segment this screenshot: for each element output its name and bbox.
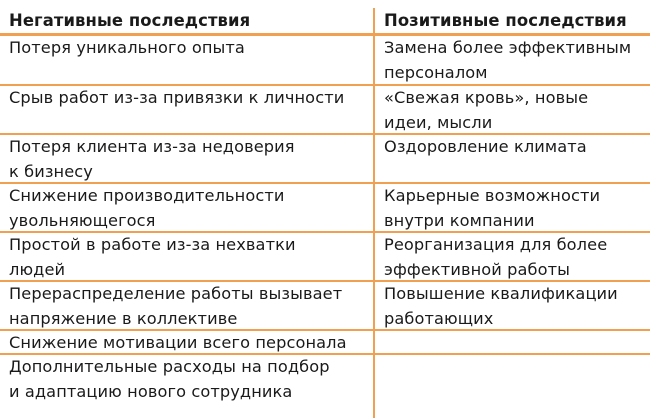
cell-positive: Замена более эффективным персоналом [384, 38, 632, 82]
table-row [0, 233, 650, 282]
cell-negative: Потеря клиента из-за недоверия к бизнесу [9, 137, 295, 181]
cell-negative: Снижение мотивации всего персонала [9, 333, 347, 352]
cell-negative: Потеря уникального опыта [9, 38, 245, 57]
cell-positive: Карьерные возможности внутри компании [384, 186, 601, 230]
header-positive: Позитивные последствия [384, 11, 627, 30]
cell-negative: Перераспределение работы вызывает напряжение в коллективе [9, 284, 343, 328]
header-negative: Негативные последствия [9, 11, 251, 30]
cell-negative: Срыв работ из-за привязки к личности [9, 88, 345, 107]
cell-negative: Дополнительные расходы на подбор и адаптацию нового сотрудника [9, 357, 330, 401]
table-row [0, 331, 650, 355]
cell-positive: Оздоровление климата [384, 137, 587, 156]
cell-negative: Простой в работе из-за нехватки людей [9, 235, 296, 279]
table-row [0, 135, 650, 184]
table-row [0, 282, 650, 331]
table-row [0, 86, 650, 135]
cell-positive: Повышение квалификации работающих [384, 284, 618, 328]
table-row [0, 355, 650, 418]
table-row [0, 36, 650, 86]
cell-positive: Реорганизация для более эффективной работы [384, 235, 608, 279]
cell-positive: «Свежая кровь», новые идеи, мысли [384, 88, 589, 132]
table-header-row [0, 8, 650, 36]
cell-negative: Снижение производительности увольняющегося [9, 186, 285, 230]
table-row [0, 184, 650, 233]
